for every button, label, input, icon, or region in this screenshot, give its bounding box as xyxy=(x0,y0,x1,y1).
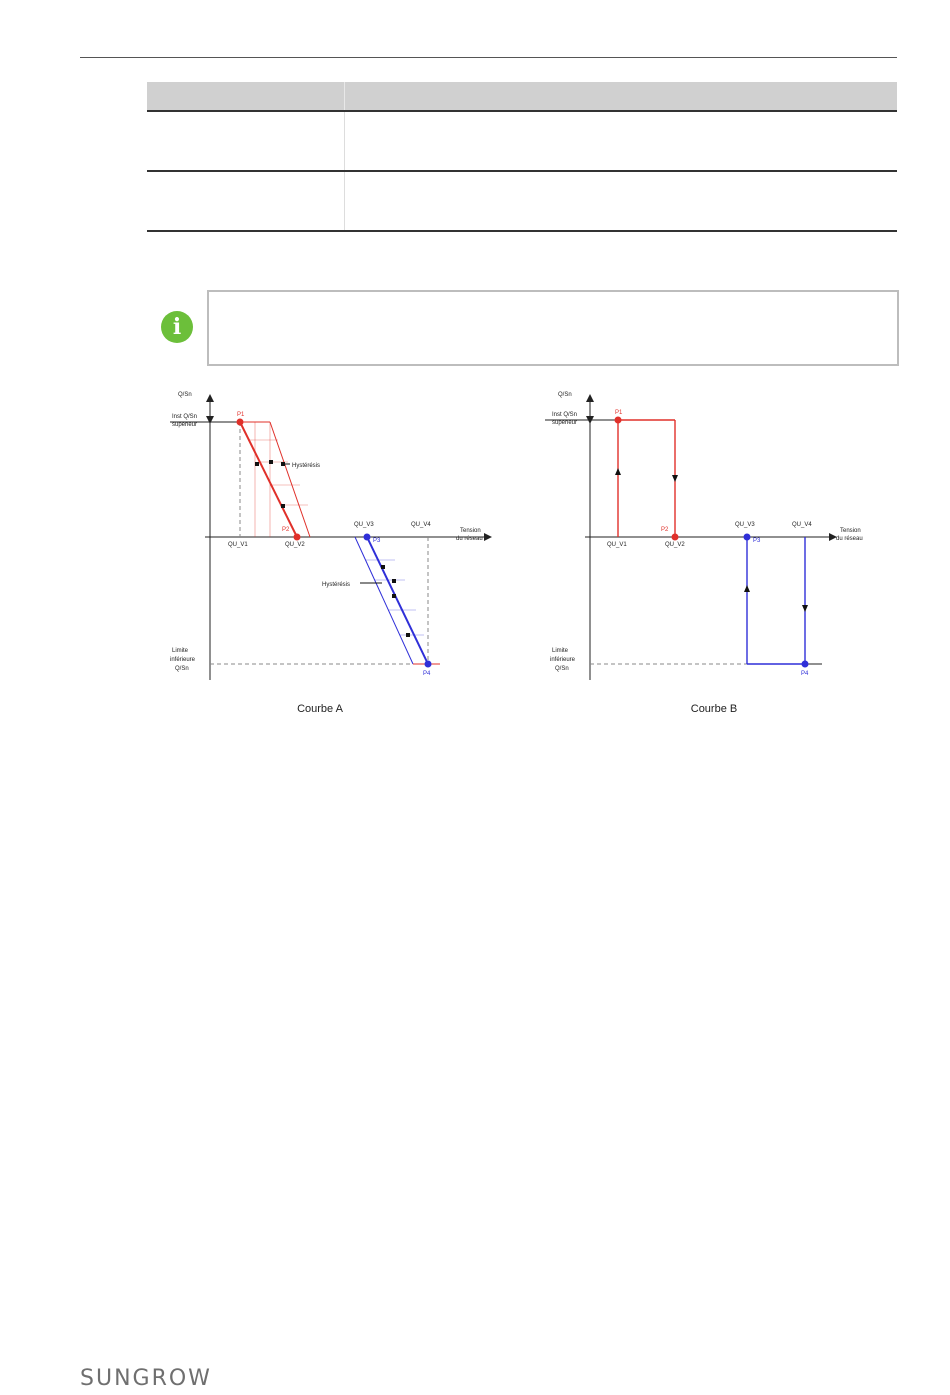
v1-label: QU_V1 xyxy=(228,542,248,548)
v3-label: QU_V3 xyxy=(735,522,755,528)
upper-limit-label: Inst Q/Sn xyxy=(172,414,198,420)
note-box xyxy=(207,290,899,366)
v2-label: QU_V2 xyxy=(285,542,305,548)
p2-label: P2 xyxy=(282,527,290,533)
p4-label: P4 xyxy=(423,671,431,677)
p2-label: P2 xyxy=(661,527,669,533)
red-step-curve xyxy=(618,420,675,537)
header-rule xyxy=(80,57,897,58)
table-cell xyxy=(345,112,897,170)
v4-label: QU_V4 xyxy=(792,522,812,528)
upper-limit-label: supérieur xyxy=(552,420,578,426)
x-axis-label: Tension xyxy=(460,528,481,534)
point-p4 xyxy=(425,661,432,668)
x-axis-label: Tension xyxy=(840,528,861,534)
curve-b-diagram xyxy=(540,380,890,720)
lower-limit-label: Q/Sn xyxy=(555,666,569,672)
point-p2 xyxy=(294,534,301,541)
table-cell xyxy=(345,172,897,230)
curve-b-caption: Courbe B xyxy=(690,703,738,715)
point-p3 xyxy=(744,534,751,541)
table-header-cell xyxy=(345,82,897,110)
v1-label: QU_V1 xyxy=(607,542,627,548)
lower-limit-label: inférieure xyxy=(550,657,576,663)
table-header xyxy=(147,82,897,112)
point-p2 xyxy=(672,534,679,541)
table-header-cell xyxy=(147,82,345,110)
p3-label: P3 xyxy=(753,538,761,544)
x-axis-label: du réseau xyxy=(456,536,483,542)
info-icon: i xyxy=(161,311,193,343)
p4-label: P4 xyxy=(801,671,809,677)
table-cell xyxy=(147,172,345,230)
lower-limit-label: Q/Sn xyxy=(175,666,189,672)
info-note xyxy=(147,290,897,364)
lower-limit-label: Limite xyxy=(172,648,189,654)
red-curve-upper xyxy=(240,422,310,537)
blue-step-curve xyxy=(747,537,805,664)
p1-label: P1 xyxy=(237,412,245,418)
blue-curve-lower xyxy=(355,537,428,664)
p1-label: P1 xyxy=(615,410,623,416)
table-row xyxy=(147,172,897,232)
parameter-table xyxy=(147,82,897,232)
upper-limit-label: supérieur xyxy=(172,422,198,428)
sungrow-logo: SUNGROW xyxy=(80,1366,212,1391)
point-p4 xyxy=(802,661,809,668)
point-p1 xyxy=(237,419,244,426)
hysteresis-label: Hystérésis xyxy=(322,582,351,588)
upper-limit-label: Inst Q/Sn xyxy=(552,412,578,418)
v3-label: QU_V3 xyxy=(354,522,374,528)
lower-limit-label: Limite xyxy=(552,648,569,654)
curve-a-diagram xyxy=(160,380,510,720)
y-axis-label: Q/Sn xyxy=(558,392,572,398)
curve-a-caption: Courbe A xyxy=(297,703,343,715)
p3-label: P3 xyxy=(373,538,381,544)
table-cell xyxy=(147,112,345,170)
lower-limit-label: inférieure xyxy=(170,657,196,663)
hysteresis-label: Hystérésis xyxy=(292,463,321,469)
y-axis-label: Q/Sn xyxy=(178,392,192,398)
v4-label: QU_V4 xyxy=(411,522,431,528)
v2-label: QU_V2 xyxy=(665,542,685,548)
table-row xyxy=(147,112,897,172)
point-p3 xyxy=(364,534,371,541)
x-axis-label: du réseau xyxy=(836,536,863,542)
point-p1 xyxy=(615,417,622,424)
